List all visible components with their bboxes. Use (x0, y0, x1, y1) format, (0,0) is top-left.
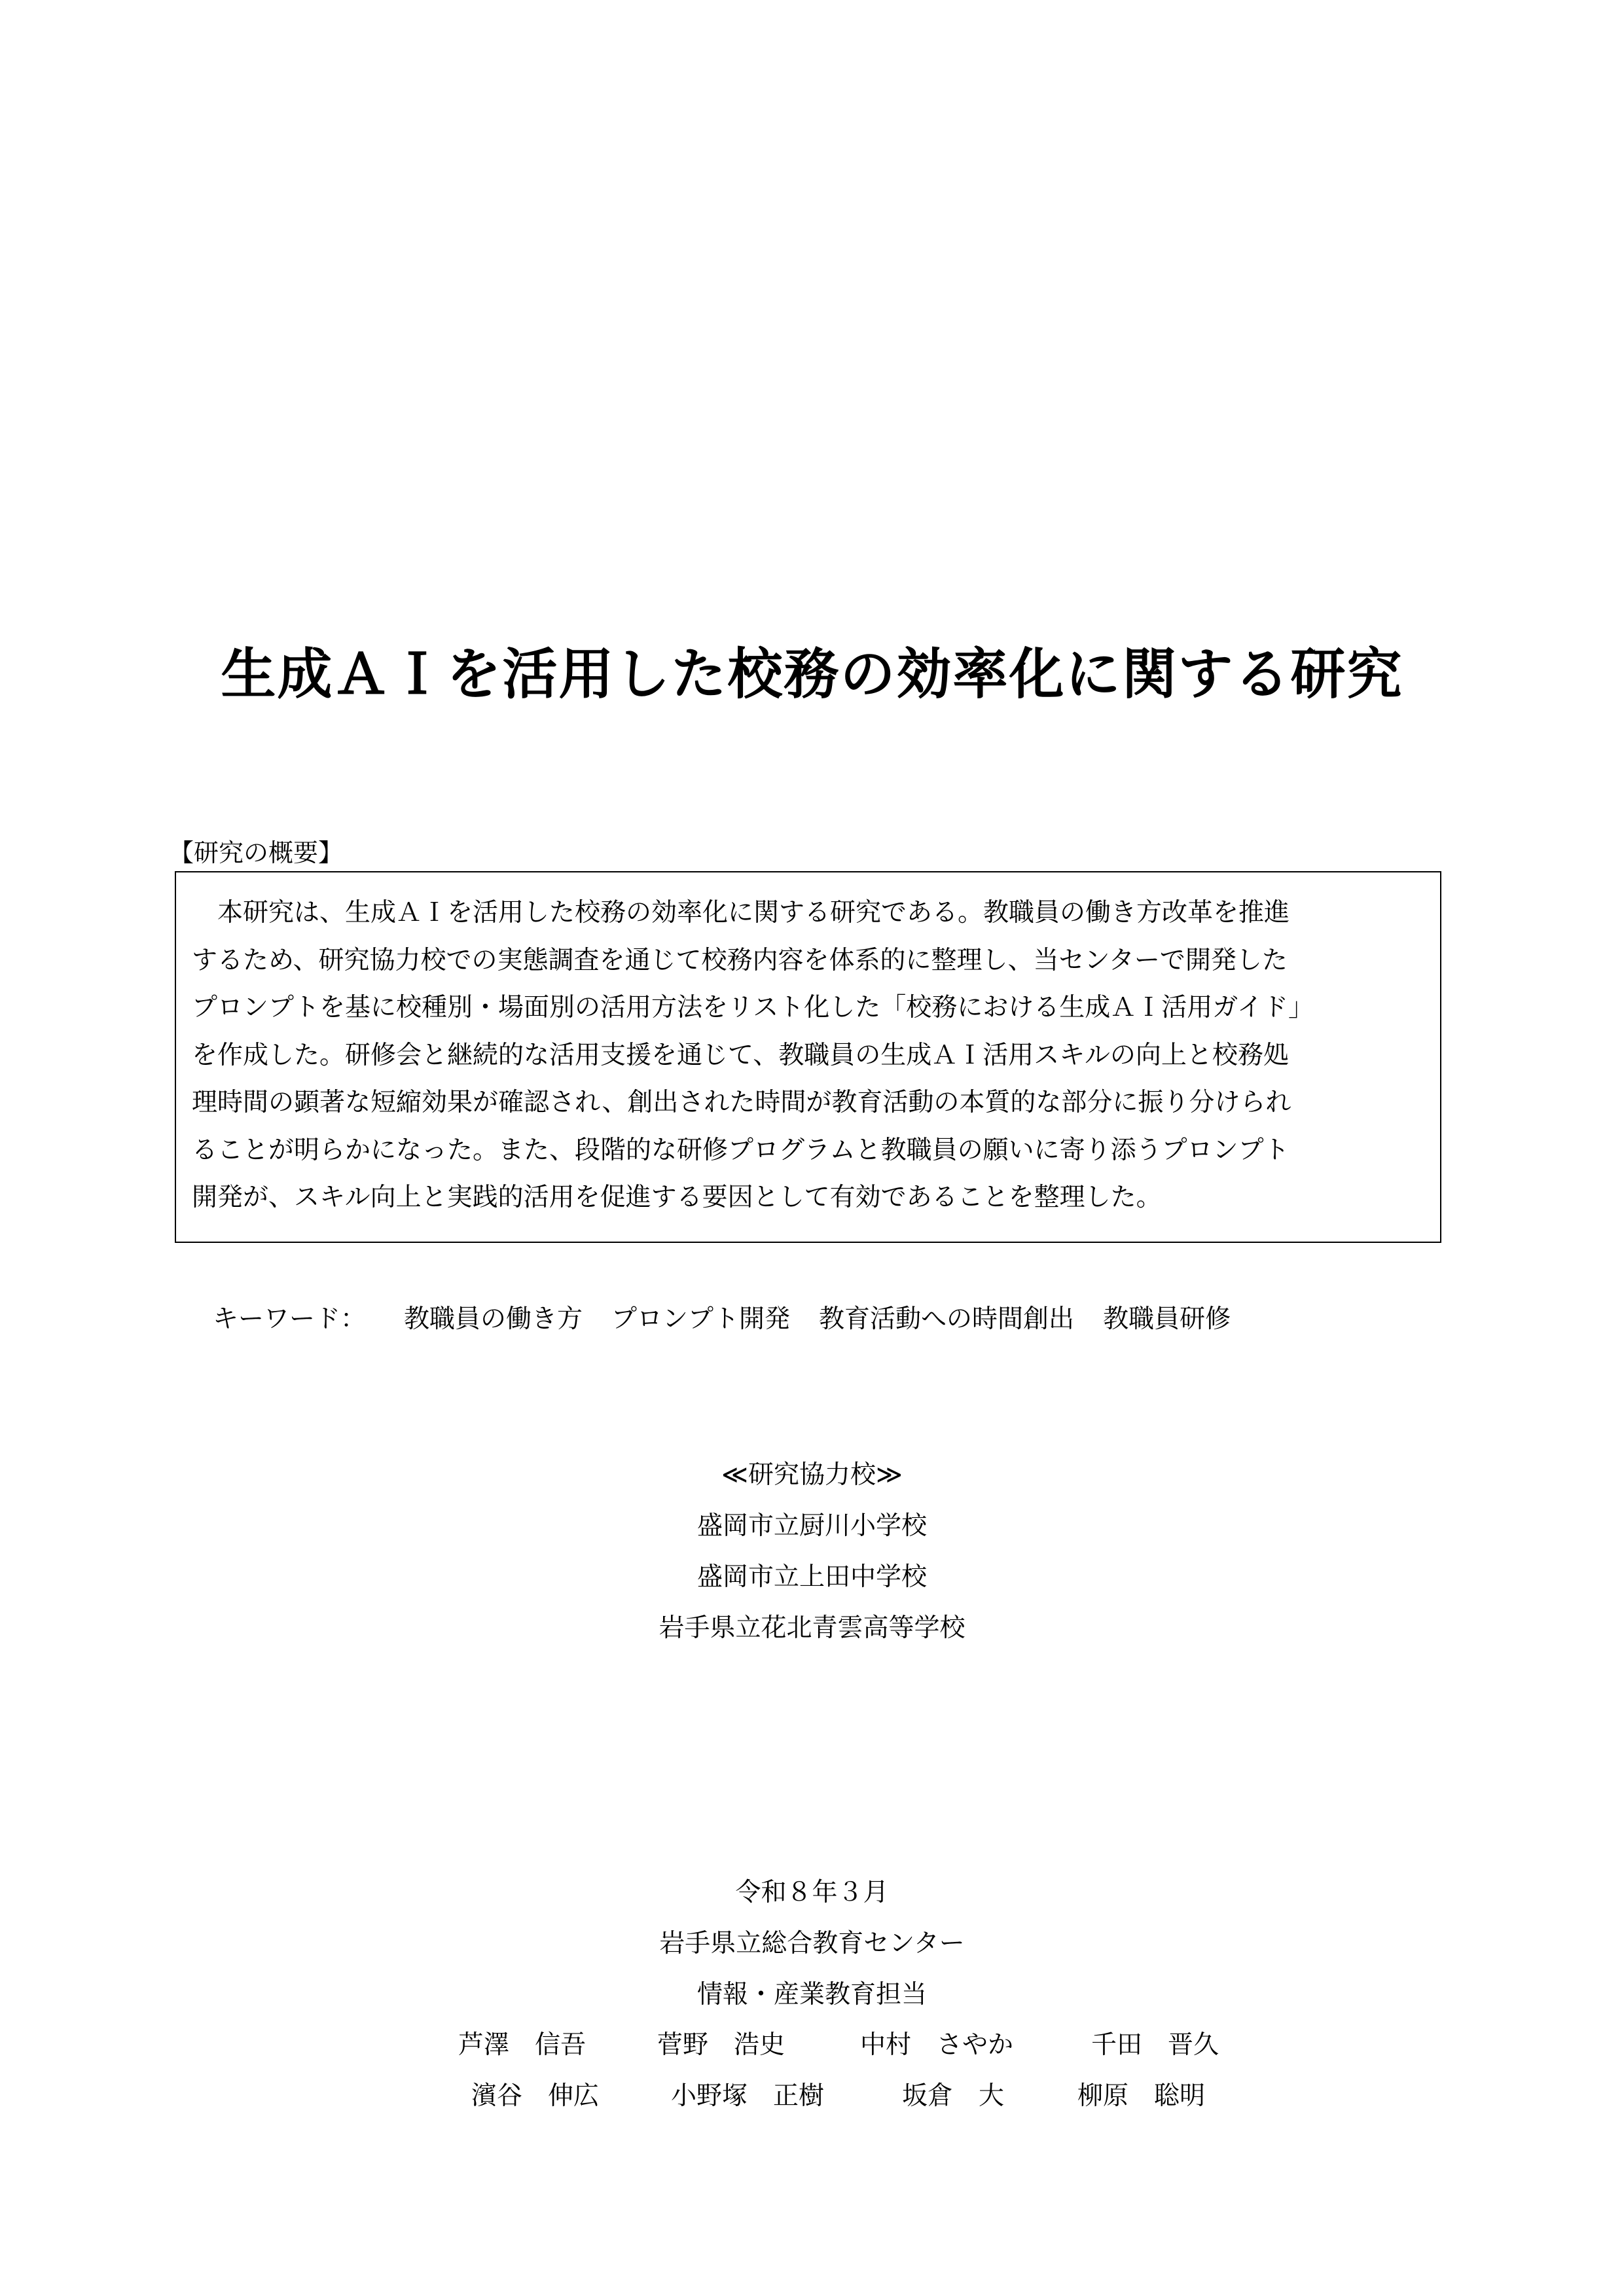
author-name: 中村 さやか (860, 2030, 1014, 2060)
author-name: 濱谷 伸広 (471, 2081, 600, 2111)
author-name: 坂倉 大 (902, 2081, 1005, 2111)
abstract-line: ることが明らかになった。また、段階的な研修プログラムと教職員の願いに寄り添うプロンプト (192, 1135, 1290, 1165)
keyword-item: プロンプト開発 (611, 1304, 791, 1334)
abstract-line: を作成した。研修会と継続的な活用支援を通じて、教職員の生成ＡＩ活用スキルの向上と校務処 (192, 1040, 1289, 1070)
abstract-line: 理時間の顕著な短縮効果が確認され、創出された時間が教育活動の本質的な部分に振り分けられ (192, 1088, 1291, 1117)
author-name: 小野塚 正樹 (671, 2081, 825, 2111)
abstract-line: 開発が、スキル向上と実践的活用を促進する要因として有効であることを整理した。 (192, 1183, 1162, 1212)
abstract-line: するため、研究協力校での実態調査を通じて校務内容を体系的に整理し、当センターで開発した (192, 945, 1288, 975)
keyword-item: 教育活動への時間創出 (819, 1304, 1075, 1334)
author-name: 芦澤 信吾 (458, 2030, 586, 2060)
keyword-item: 教職員研修 (1103, 1304, 1231, 1334)
publication-date: 令和８年３月 (735, 1878, 889, 1907)
school-name: 盛岡市立厨川小学校 (696, 1511, 927, 1541)
abstract-box (175, 871, 1441, 1243)
author-name: 千田 晋久 (1091, 2030, 1219, 2060)
author-name: 菅野 浩史 (657, 2030, 785, 2060)
keyword-item: 教職員の働き方 (404, 1304, 583, 1334)
school-name: 岩手県立花北青雲高等学校 (659, 1613, 965, 1643)
abstract-line: 本研究は、生成ＡＩを活用した校務の効率化に関する研究である。教職員の働き方改革を推進 (192, 898, 1290, 927)
document-title: 生成ＡＩを活用した校務の効率化に関する研究 (221, 642, 1403, 706)
school-name: 盛岡市立上田中学校 (696, 1562, 927, 1592)
cooperating-schools-heading: ≪研究協力校≫ (721, 1460, 903, 1490)
author-name: 柳原 聡明 (1077, 2081, 1206, 2111)
abstract-line: プロンプトを基に校種別・場面別の活用方法をリスト化した「校務における生成ＡＩ活用ガイド」 (192, 993, 1314, 1022)
department-name: 情報・産業教育担当 (696, 1980, 927, 2009)
keywords-label: キーワード： (213, 1304, 367, 1334)
organization-name: 岩手県立総合教育センター (659, 1929, 965, 1958)
abstract-heading: 【研究の概要】 (169, 838, 344, 867)
keywords-line (213, 1302, 1231, 1336)
